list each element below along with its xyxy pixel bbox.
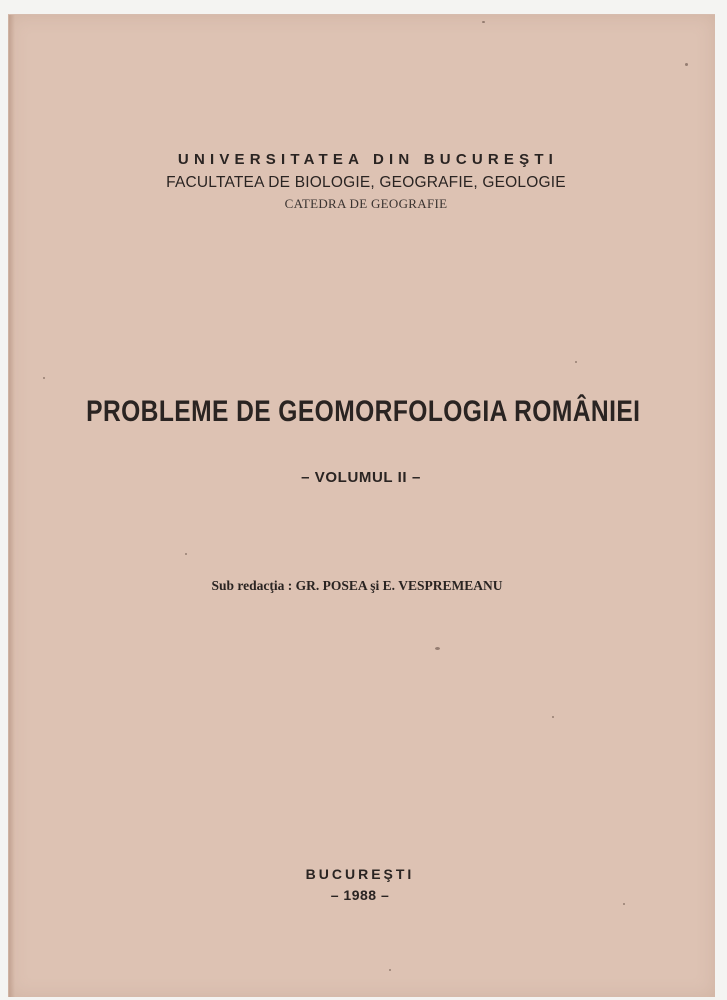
publication-year: – 1988 – [330, 887, 390, 903]
department-name: CATEDRA DE GEOGRAFIE [284, 196, 448, 211]
publication-city: BUCUREŞTI [305, 866, 415, 882]
book-title: PROBLEME DE GEOMORFOLOGIA ROMÂNIEI [86, 395, 641, 428]
paper-speck [482, 21, 485, 23]
paper-speck [43, 377, 45, 379]
paper-speck [552, 716, 554, 718]
book-cover [8, 14, 715, 997]
paper-speck [685, 63, 688, 66]
paper-speck [623, 903, 625, 905]
faculty-name: FACULTATEA DE BIOLOGIE, GEOGRAFIE, GEOLOGIE [166, 174, 566, 191]
paper-speck [389, 969, 391, 971]
editors-line: Sub redacţia : GR. POSEA şi E. VESPREMEANU [211, 578, 503, 593]
volume-label: – VOLUMUL II – [301, 469, 421, 486]
paper-speck [185, 553, 187, 555]
paper-speck [435, 647, 440, 650]
paper-speck [575, 361, 577, 363]
university-name: UNIVERSITATEA DIN BUCUREŞTI [177, 151, 559, 168]
